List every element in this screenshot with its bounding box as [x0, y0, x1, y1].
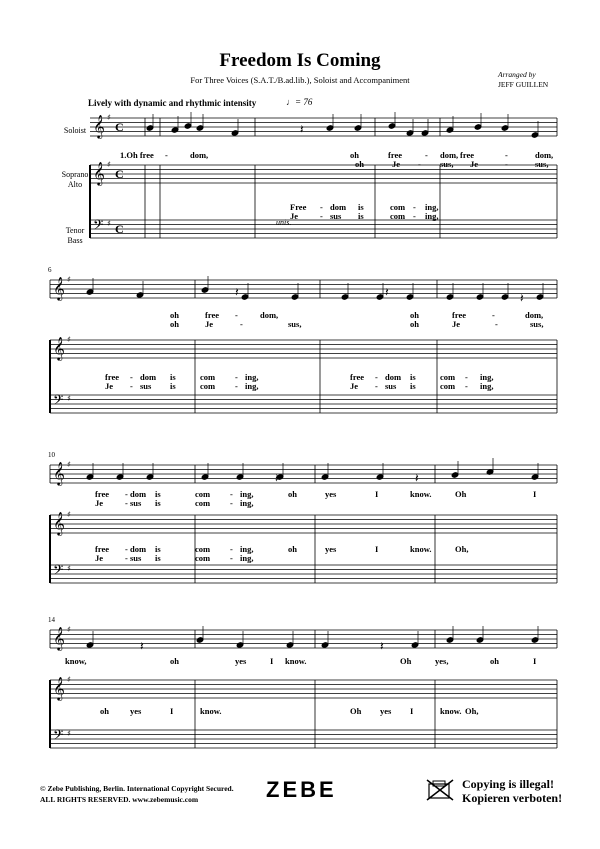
- lyric-syllable: Je: [470, 159, 479, 169]
- lyric-syllable: ing,: [240, 489, 254, 499]
- lyric-syllable: -: [375, 372, 378, 382]
- treble-clef: 𝄞: [53, 276, 65, 300]
- lyric-syllable: is: [155, 498, 161, 508]
- page-title: Freedom Is Coming: [219, 50, 381, 71]
- bass-clef: 𝄢: [93, 217, 104, 236]
- key-signature-sharp: ♯: [67, 625, 71, 634]
- bass-clef: 𝄢: [53, 562, 64, 581]
- lyric-syllable: Oh,: [465, 706, 479, 716]
- lyric-syllable: oh: [170, 310, 179, 320]
- lyric-syllable: -: [240, 319, 243, 329]
- part-label-alto: Alto: [67, 180, 83, 189]
- lyric-syllable: ing,: [240, 553, 254, 563]
- quarter-rest: 𝄽: [415, 471, 419, 485]
- quarter-rest: 𝄽: [385, 285, 389, 299]
- lyric-syllable: yes: [235, 656, 247, 666]
- no-copy-icon: [425, 778, 455, 802]
- lyric-syllable: -: [125, 498, 128, 508]
- lyric-syllable: Je: [452, 319, 461, 329]
- treble-clef: 𝄞: [93, 161, 105, 185]
- lyric-syllable: Je: [392, 159, 401, 169]
- lyric-syllable: free: [460, 150, 474, 160]
- lyric-syllable: -: [495, 319, 498, 329]
- lyric-syllable: ing,: [245, 381, 259, 391]
- lyric-syllable: 1.Oh free: [120, 150, 154, 160]
- lyric-syllable: ing,: [240, 498, 254, 508]
- quarter-rest: 𝄽: [300, 122, 304, 136]
- lyric-syllable: oh: [490, 656, 499, 666]
- lyric-syllable: I: [170, 706, 174, 716]
- treble-clef: 𝄞: [53, 676, 65, 700]
- lyric-syllable: oh: [170, 319, 179, 329]
- key-signature-sharp: ♯: [107, 113, 111, 122]
- publisher-logo: ZEBE: [266, 777, 337, 802]
- metronome-mark: ♩= 76: [286, 97, 313, 107]
- lyric-syllable: sus,: [535, 159, 549, 169]
- copy-warning-en: Copying is illegal!: [462, 777, 555, 791]
- lyric-syllable: dom,: [535, 150, 554, 160]
- lyric-syllable: -: [130, 381, 133, 391]
- lyric-syllable: oh: [170, 656, 179, 666]
- lyric-syllable: ing,: [240, 544, 254, 554]
- lyric-syllable: is: [155, 553, 161, 563]
- lyric-syllable: -: [235, 372, 238, 382]
- lyric-syllable: -: [465, 372, 468, 382]
- lyric-syllable: is: [155, 489, 161, 499]
- key-signature-sharp: ♯: [67, 510, 71, 519]
- treble-clef: 𝄞: [53, 626, 65, 650]
- lyric-syllable: -: [130, 372, 133, 382]
- lyric-syllable: -: [235, 310, 238, 320]
- lyric-syllable: oh: [355, 159, 364, 169]
- lyric-syllable: -: [320, 202, 323, 212]
- treble-clef: 𝄞: [93, 114, 105, 138]
- lyric-syllable: oh: [100, 706, 109, 716]
- lyric-syllable: ing,: [425, 211, 439, 221]
- lyric-syllable: is: [358, 202, 364, 212]
- subtitle: For Three Voices (S.A.T./B.ad.lib.), Soloist and Accompaniment: [190, 75, 410, 85]
- arranger-name: JEFF GUILLEN: [498, 80, 549, 89]
- lyric-syllable: dom: [140, 372, 157, 382]
- measure-number: 10: [48, 451, 55, 459]
- lyric-syllable: -: [230, 544, 233, 554]
- lyric-syllable: Oh: [350, 706, 362, 716]
- key-signature-sharp: ♯: [67, 729, 71, 738]
- lyric-syllable: -: [230, 498, 233, 508]
- lyric-syllable: is: [358, 211, 364, 221]
- lyric-syllable: I: [375, 489, 379, 499]
- lyric-syllable: oh: [288, 489, 297, 499]
- lyric-syllable: free: [105, 372, 119, 382]
- lyric-syllable: dom: [130, 489, 147, 499]
- time-signature: C: [115, 167, 124, 181]
- lyric-syllable: dom: [130, 544, 147, 554]
- lyric-syllable: sus,: [440, 159, 454, 169]
- lyric-syllable: -: [375, 381, 378, 391]
- lyric-syllable: yes: [380, 706, 392, 716]
- lyric-syllable: -: [125, 553, 128, 563]
- lyric-syllable: dom,: [190, 150, 209, 160]
- lyric-syllable: sus: [385, 381, 397, 391]
- lyric-syllable: is: [170, 372, 176, 382]
- lyric-syllable: free: [95, 544, 109, 554]
- lyric-syllable: free: [205, 310, 219, 320]
- lyric-syllable: dom,: [525, 310, 544, 320]
- lyric-syllable: Je: [95, 498, 104, 508]
- lyric-syllable: yes: [325, 544, 337, 554]
- lyric-syllable: -: [505, 159, 508, 169]
- lyric-syllable: yes,: [435, 656, 449, 666]
- quarter-rest: 𝄽: [235, 285, 239, 299]
- time-signature: C: [115, 222, 124, 236]
- key-signature-sharp: ♯: [67, 335, 71, 344]
- lyric-syllable: com: [440, 372, 456, 382]
- lyric-syllable: is: [410, 372, 416, 382]
- lyric-syllable: know.: [440, 706, 462, 716]
- lyric-syllable: ing,: [480, 372, 494, 382]
- treble-clef: 𝄞: [53, 511, 65, 535]
- lyric-syllable: oh: [410, 319, 419, 329]
- lyric-syllable: -: [505, 150, 508, 160]
- key-signature-sharp: ♯: [107, 219, 111, 228]
- lyric-syllable: Je: [95, 553, 104, 563]
- lyric-syllable: free: [350, 372, 364, 382]
- lyric-syllable: -: [165, 150, 168, 160]
- lyric-syllable: com: [200, 381, 216, 391]
- lyric-syllable: Je: [350, 381, 359, 391]
- part-label-tenor: Tenor: [65, 226, 85, 235]
- part-label-soloist: Soloist: [63, 126, 87, 135]
- lyric-syllable: know.: [410, 489, 432, 499]
- measure-number: 6: [48, 266, 52, 274]
- lyric-syllable: is: [155, 544, 161, 554]
- lyric-syllable: -: [320, 211, 323, 221]
- lyric-syllable: com: [200, 372, 216, 382]
- lyric-syllable: I: [533, 489, 537, 499]
- key-signature-sharp: ♯: [67, 675, 71, 684]
- lyric-syllable: com: [390, 211, 406, 221]
- lyric-syllable: ing,: [480, 381, 494, 391]
- lyric-syllable: Free: [290, 202, 307, 212]
- copyright-line-1: © Zebe Publishing, Berlin. International Copyright Secured.: [40, 784, 234, 793]
- time-signature: C: [115, 120, 124, 134]
- copyright-notice: [40, 783, 234, 805]
- bass-clef: 𝄢: [53, 392, 64, 411]
- measure-number: 14: [48, 616, 55, 624]
- lyric-syllable: Je: [105, 381, 114, 391]
- lyric-syllable: ing,: [425, 202, 439, 212]
- lyric-syllable: -: [230, 489, 233, 499]
- key-signature-sharp: ♯: [67, 564, 71, 573]
- lyric-syllable: know,: [65, 656, 87, 666]
- arranged-by-label: Arranged by: [498, 70, 536, 79]
- lyric-syllable: know.: [285, 656, 307, 666]
- lyric-syllable: -: [413, 202, 416, 212]
- lyric-syllable: is: [170, 381, 176, 391]
- lyric-syllable: -: [230, 553, 233, 563]
- lyric-syllable: dom,: [260, 310, 279, 320]
- key-signature-sharp: ♯: [67, 275, 71, 284]
- lyric-syllable: com: [195, 544, 211, 554]
- lyric-syllable: yes: [325, 489, 337, 499]
- lyric-syllable: dom: [385, 372, 402, 382]
- lyric-syllable: sus,: [288, 319, 302, 329]
- lyric-syllable: I: [410, 706, 414, 716]
- lyric-syllable: com: [195, 553, 211, 563]
- key-signature-sharp: ♯: [107, 160, 111, 169]
- lyric-syllable: Oh,: [455, 544, 469, 554]
- lyric-syllable: Oh: [455, 489, 467, 499]
- part-label-bass: Bass: [67, 236, 83, 245]
- lyric-syllable: -: [465, 381, 468, 391]
- lyric-syllable: sus: [330, 211, 342, 221]
- lyric-syllable: I: [375, 544, 379, 554]
- lyric-syllable: -: [418, 159, 421, 169]
- lyric-syllable: Je: [290, 211, 299, 221]
- copy-warning-de: Kopieren verboten!: [462, 791, 563, 805]
- quarter-rest: 𝄽: [520, 291, 524, 305]
- lyric-syllable: I: [533, 656, 537, 666]
- lyric-syllable: know.: [410, 544, 432, 554]
- lyric-syllable: Oh: [400, 656, 412, 666]
- lyric-syllable: sus,: [530, 319, 544, 329]
- unis-marking: unis.: [276, 218, 292, 227]
- lyric-syllable: sus: [130, 498, 142, 508]
- lyric-syllable: is: [410, 381, 416, 391]
- lyric-syllable: -: [425, 150, 428, 160]
- quarter-rest: 𝄽: [380, 639, 384, 653]
- lyric-syllable: -: [125, 544, 128, 554]
- lyric-syllable: -: [125, 489, 128, 499]
- lyric-syllable: Je: [205, 319, 214, 329]
- lyric-syllable: oh: [288, 544, 297, 554]
- lyric-syllable: free: [452, 310, 466, 320]
- lyric-syllable: sus: [140, 381, 152, 391]
- lyric-syllable: know.: [200, 706, 222, 716]
- lyric-syllable: free: [95, 489, 109, 499]
- part-label-soprano: Soprano: [61, 170, 89, 179]
- lyric-syllable: -: [235, 381, 238, 391]
- lyric-syllable: oh: [350, 150, 359, 160]
- quarter-rest: 𝄽: [140, 639, 144, 653]
- lyric-syllable: com: [440, 381, 456, 391]
- bass-clef: 𝄢: [53, 727, 64, 746]
- key-signature-sharp: ♯: [67, 460, 71, 469]
- lyric-syllable: dom: [330, 202, 347, 212]
- lyric-syllable: ing,: [245, 372, 259, 382]
- lyric-syllable: com: [195, 489, 211, 499]
- treble-clef: 𝄞: [53, 461, 65, 485]
- quarter-rest: 𝄽: [275, 471, 279, 485]
- lyric-syllable: I: [270, 656, 274, 666]
- tempo-indication: Lively with dynamic and rhythmic intensity: [88, 98, 257, 108]
- key-signature-sharp: ♯: [67, 394, 71, 403]
- lyric-syllable: dom,: [440, 150, 459, 160]
- lyric-syllable: yes: [130, 706, 142, 716]
- lyric-syllable: sus: [130, 553, 142, 563]
- lyric-syllable: -: [413, 211, 416, 221]
- copy-warning: [462, 777, 562, 805]
- copyright-line-2: ALL RIGHTS RESERVED. www.zebemusic.com: [40, 795, 199, 804]
- lyric-syllable: -: [492, 310, 495, 320]
- lyric-syllable: com: [390, 202, 406, 212]
- lyric-syllable: oh: [410, 310, 419, 320]
- lyric-syllable: free: [388, 150, 402, 160]
- treble-clef: 𝄞: [53, 336, 65, 360]
- lyric-syllable: com: [195, 498, 211, 508]
